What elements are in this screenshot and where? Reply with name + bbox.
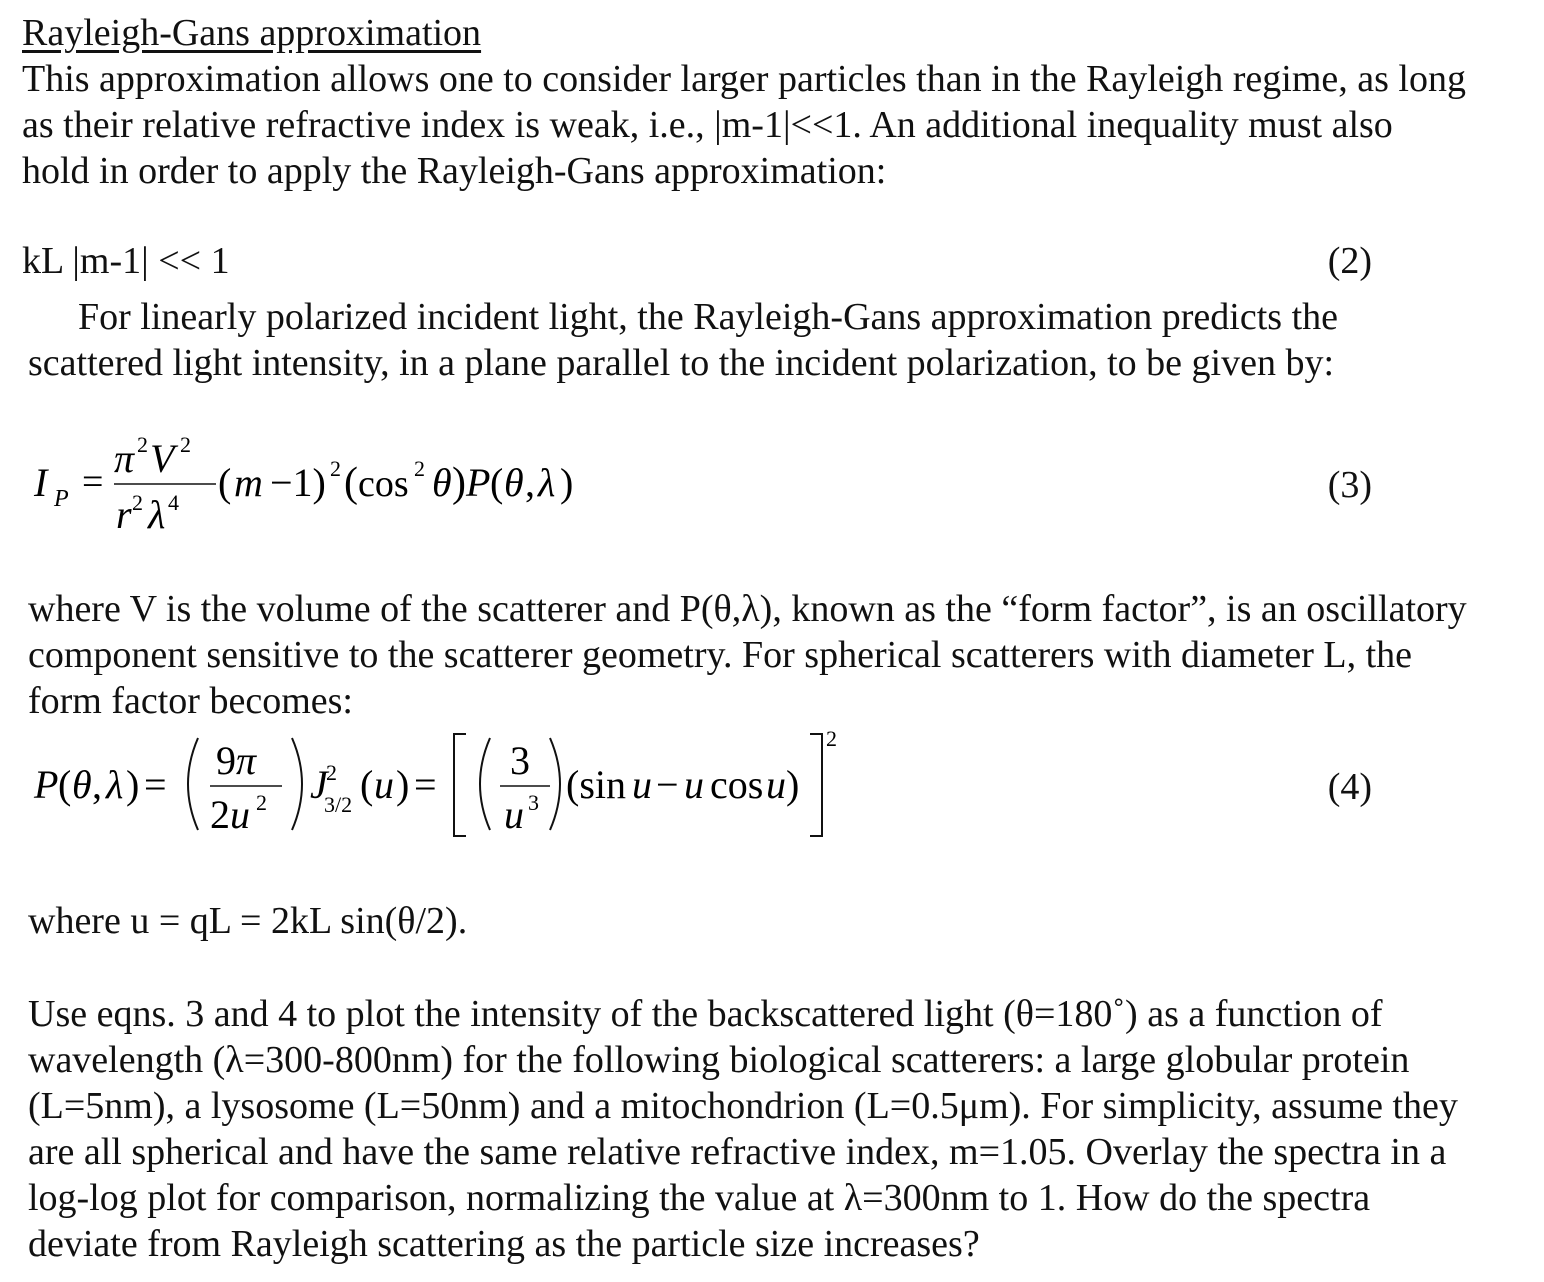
svg-text:u: u: [632, 762, 652, 807]
paragraph-line: component sensitive to the scatterer geometry. For spherical scatterers with diameter L, the: [28, 634, 1413, 676]
intro-line: This approximation allows one to consider larger particles than in the Rayleigh regime, as long: [22, 58, 1466, 100]
paragraph-line: log-log plot for comparison, normalizing the value at λ=300nm to 1. How do the spectra: [28, 1177, 1371, 1219]
svg-text:): ): [786, 762, 800, 807]
svg-text:u: u: [374, 762, 394, 807]
paragraph-form-factor: [28, 586, 1467, 724]
svg-text:J: J: [310, 762, 328, 807]
intro-line: hold in order to apply the Rayleigh-Gans approximation:: [22, 150, 887, 192]
svg-text:P: P: [466, 460, 491, 505]
svg-text:(: (: [490, 460, 504, 505]
svg-text:I: I: [34, 460, 48, 505]
svg-text:θ: θ: [504, 460, 524, 505]
svg-text:3: 3: [528, 790, 539, 815]
svg-text:): ): [560, 460, 574, 505]
svg-text:P: P: [34, 762, 59, 807]
intro-line: as their relative refractive index is weak, i.e., |m-1|<<1. An additional inequality must also: [22, 104, 1393, 146]
svg-text:u: u: [230, 792, 250, 837]
svg-text:2: 2: [210, 792, 230, 837]
svg-text:3/2: 3/2: [324, 792, 353, 817]
svg-text:(sin: (sin: [566, 762, 626, 807]
svg-text:,: ,: [525, 460, 535, 505]
paragraph-line: (L=5nm), a lysosome (L=50nm) and a mitochondrion (L=0.5μm). For simplicity, assume they: [28, 1085, 1458, 1127]
paragraph-line: are all spherical and have the same relative refractive index, m=1.05. Overlay the spectra in a: [28, 1131, 1447, 1173]
svg-text:=: =: [414, 762, 437, 807]
equation-3-number: (3): [1327, 464, 1372, 506]
svg-text:θ: θ: [432, 460, 452, 505]
paragraph-line: deviate from Rayleigh scattering as the particle size increases?: [28, 1223, 980, 1265]
paragraph-line: scattered light intensity, in a plane parallel to the incident polarization, to be given by:: [28, 342, 1335, 384]
svg-text:=: =: [82, 461, 104, 503]
svg-text:−: −: [656, 762, 679, 807]
svg-text:m: m: [234, 460, 263, 505]
svg-text:u: u: [504, 792, 524, 837]
svg-text:r: r: [116, 492, 132, 537]
section-title: Rayleigh-Gans approximation: [22, 12, 482, 54]
paragraph-u-definition: where u = qL = 2kL sin(θ/2).: [28, 900, 468, 942]
paragraph-line: For linearly polarized incident light, the Rayleigh-Gans approximation predicts the: [78, 296, 1338, 338]
svg-text:u: u: [684, 762, 704, 807]
svg-text:2: 2: [137, 432, 148, 457]
svg-text:=: =: [144, 762, 167, 807]
svg-text:2: 2: [132, 490, 143, 515]
svg-text:3: 3: [510, 738, 530, 783]
paragraph-exercise: [28, 991, 1458, 1267]
svg-text:2: 2: [180, 432, 191, 457]
svg-text:2: 2: [826, 726, 837, 751]
equation-2: kL |m-1| << 1: [22, 240, 230, 282]
svg-text:4: 4: [168, 490, 179, 515]
equation-2-number: (2): [1327, 240, 1372, 282]
intro-paragraph: [22, 56, 1466, 194]
svg-text:θ: θ: [72, 762, 92, 807]
svg-text:2: 2: [414, 456, 425, 481]
svg-text:): ): [396, 762, 410, 807]
svg-text:λ: λ: [148, 492, 166, 537]
svg-text:,: ,: [92, 762, 102, 807]
paragraph-line: Use eqns. 3 and 4 to plot the intensity of the backscattered light (θ=180˚) as a function of: [28, 993, 1383, 1035]
svg-text:): ): [126, 762, 140, 807]
svg-text:(: (: [360, 762, 374, 807]
equation-4-formula: [20, 720, 840, 850]
svg-text:λ: λ: [106, 762, 124, 807]
svg-text:): ): [452, 460, 466, 506]
svg-text:cos: cos: [710, 762, 764, 807]
equation-4-number: (4): [1327, 766, 1372, 808]
svg-text:(: (: [58, 762, 72, 807]
svg-text:2: 2: [330, 456, 341, 481]
svg-text:V: V: [150, 436, 175, 481]
svg-text:u: u: [766, 762, 786, 807]
paragraph-polarized: [28, 294, 1338, 386]
svg-text:9: 9: [216, 738, 236, 783]
paragraph-line: wavelength (λ=300-800nm) for the following biological scatterers: a large globular protein: [28, 1039, 1410, 1081]
svg-text:P: P: [54, 486, 69, 512]
paragraph-line: form factor becomes:: [28, 680, 353, 722]
svg-text:cos: cos: [358, 463, 409, 505]
paragraph-line: where V is the volume of the scatterer and P(θ,λ), known as the “form factor”, is an oscillatory: [28, 588, 1467, 630]
svg-text:−1): −1): [270, 460, 326, 505]
svg-text:2: 2: [256, 790, 267, 815]
svg-text:π: π: [114, 436, 135, 481]
equation-3-formula: [20, 420, 600, 540]
svg-text:λ: λ: [538, 460, 556, 505]
svg-text:(: (: [218, 460, 232, 505]
svg-text:(: (: [344, 460, 358, 506]
svg-text:π: π: [236, 738, 257, 783]
svg-text:2: 2: [326, 760, 337, 785]
